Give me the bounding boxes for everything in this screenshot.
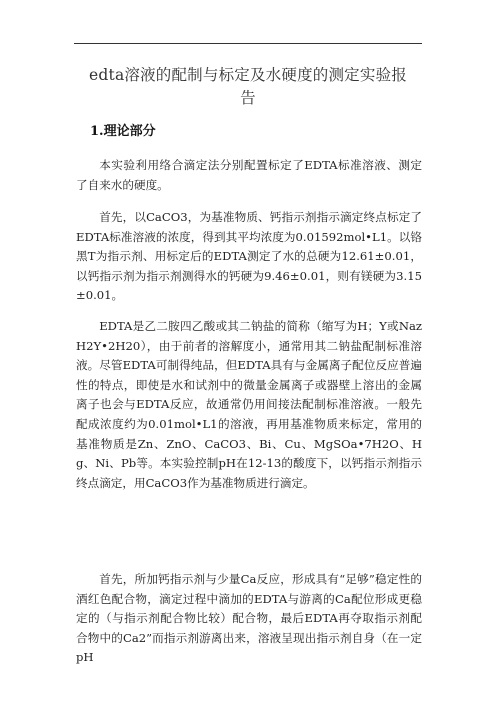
paragraph-titration-mechanism: 首先，所加钙指示剂与少量Ca反应，形成具有“足够”稳定性的酒红色配合物，滴定过程中滴加的EDTA与游离的Ca配位形成更稳定的（与指示剂配合物比较）配合物，最后EDTA再夺取指示剂配合物中的Ca2”而指示剂游离出来，溶液呈现出指示剂自身（在一定pH (76, 572, 422, 665)
header-rule (74, 43, 422, 44)
title-line-1: edta溶液的配制与标定及水硬度的测定实验报 (89, 66, 407, 84)
title-line-2: 告 (240, 89, 256, 107)
document-title (74, 64, 422, 110)
paragraph-edta-description: EDTA是乙二胺四乙酸或其二钠盐的简称（缩写为H；Y或NazH2Y•2H20），由于前者的溶解度小，通常用其二钠盐配制标准溶液。尽管EDTA可制得纯品，但EDTA具有与金属离子配位反应普遍性的特点，即使是水和试剂中的微量金属离子或器壁上溶出的金属离子也会与EDTA反应，故通常仍用间接法配制标准溶液。一般先配成浓度约为0.01mol•L1的溶液，再用基准物质来标定，常用的基准物质是Zn、ZnO、CaCO3、Bi、Cu、MgSOa•7H2O、Hg、Ni、Pb等。本实验控制pH在12-13的酸度下，以钙指示剂指示终点滴定，用CaCO3作为基准物质进行滴定。 (76, 319, 422, 490)
paragraph-intro: 本实验利用络合滴定法分别配置标定了EDTA标准溶液、测定了自来水的硬度。 (76, 158, 422, 192)
paragraph-results: 首先，以CaCO3，为基准物质、钙指示剂指示滴定终点标定了EDTA标准溶液的浓度，得到其平均浓度为0.01592mol•L1。以铬黑T为指示剂、用标定后的EDTA测定了水的总硬为12.61±0.01，以钙指示剂为指示剂测得水的钙硬为9.46±0.01，则有镁硬为3.15±0.01。 (76, 210, 422, 303)
section-heading: 1.理论部分 (90, 124, 156, 139)
